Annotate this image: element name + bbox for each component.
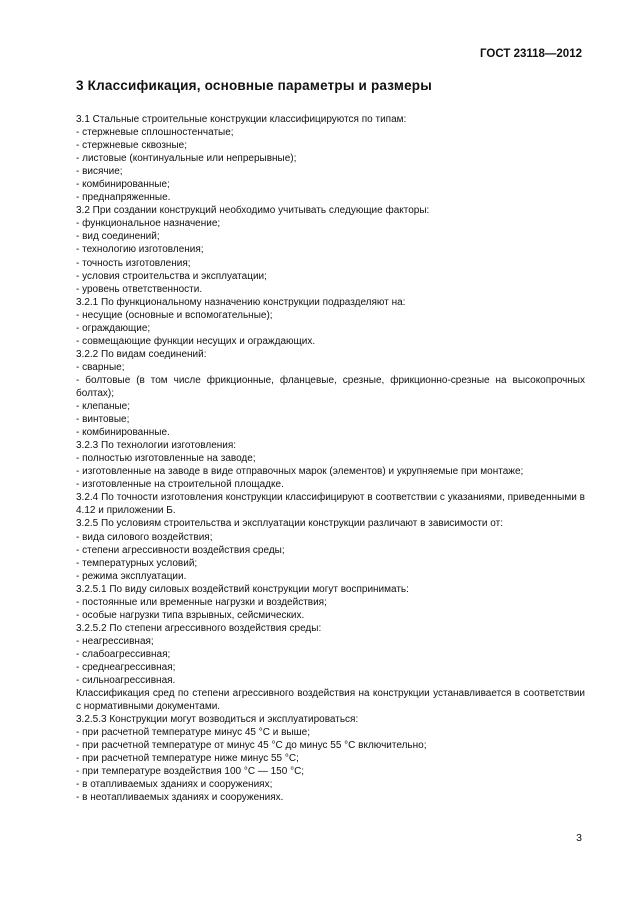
list-item: - при расчетной температуре от минус 45 °С до минус 55 °С включительно;: [76, 740, 427, 752]
list-item: - точность изготовления;: [76, 257, 191, 269]
list-item: - в отапливаемых зданиях и сооружениях;: [76, 779, 273, 791]
list-item: - винтовые;: [76, 414, 130, 426]
paragraph-line: 3.2.5.1 По виду силовых воздействий конструкции могут воспринимать:: [76, 583, 409, 595]
list-item: - неагрессивная;: [76, 635, 154, 647]
list-item: - постоянные или временные нагрузки и воздействия;: [76, 596, 327, 608]
list-item: - сильноагрессивная.: [76, 675, 176, 687]
list-item: - листовые (континуальные или непрерывные);: [76, 153, 297, 165]
list-item: - температурных условий;: [76, 557, 198, 569]
list-item: - вида силового воздействия;: [76, 531, 213, 543]
list-item: - условия строительства и эксплуатации;: [76, 270, 267, 282]
list-item: - полностью изготовленные на заводе;: [76, 453, 256, 465]
list-item: - слабоагрессивная;: [76, 648, 171, 660]
list-item: - при температуре воздействия 100 °С — 150 °С;: [76, 766, 305, 778]
paragraph-line: 3.2.5.2 По степени агрессивного воздействия среды:: [76, 622, 322, 634]
list-item: - в неотапливаемых зданиях и сооружениях.: [76, 792, 284, 804]
list-item: - стержневые сплошностенчатые;: [76, 127, 234, 139]
list-item: - ограждающие;: [76, 322, 151, 334]
paragraph-line: 3.2.1 По функциональному назначению конструкции подразделяют на:: [76, 296, 406, 308]
paragraph-line: 3.2.5 По условиям строительства и эксплуатации конструкции различают в зависимости от:: [76, 518, 503, 530]
list-item: - при расчетной температуре ниже минус 55 °С;: [76, 753, 299, 765]
list-item: - болтовые (в том числе фрикционные, фланцевые, срезные, фрикционно-срезные на высокопрочных болтах);: [76, 374, 585, 399]
list-item: - стержневые сквозные;: [76, 140, 187, 152]
list-item: - технологию изготовления;: [76, 244, 204, 256]
list-item: - функциональное назначение;: [76, 218, 221, 230]
list-item: - преднапряженные.: [76, 192, 171, 204]
list-item: - клепаные;: [76, 401, 131, 413]
list-item: - особые нагрузки типа взрывных, сейсмических.: [76, 609, 305, 621]
list-item: - комбинированные.: [76, 427, 170, 439]
list-item: - комбинированные;: [76, 179, 170, 191]
document-header: ГОСТ 23118—2012: [480, 48, 582, 60]
list-item: - при расчетной температуре минус 45 °С и выше;: [76, 727, 310, 739]
paragraph-line: 3.2.4 По точности изготовления конструкции классифицируют в соответствии с указаниями, приведенными в 4.12 и приложении Б.: [76, 492, 585, 517]
paragraph-line: Классификация сред по степени агрессивного воздействия на конструкции устанавливается в соответствии с нормативными документами.: [76, 688, 585, 713]
list-item: - совмещающие функции несущих и ограждающих.: [76, 335, 316, 347]
paragraph-line: 3.2.5.3 Конструкции могут возводиться и эксплуатироваться:: [76, 714, 359, 726]
list-item: - степени агрессивности воздействия среды;: [76, 544, 285, 556]
section-title: 3 Классификация, основные параметры и размеры: [76, 78, 432, 93]
list-item: - режима эксплуатации.: [76, 570, 187, 582]
list-item: - среднеагрессивная;: [76, 661, 176, 673]
list-item: - вид соединений;: [76, 231, 160, 243]
paragraph-line: 3.2 При создании конструкций необходимо учитывать следующие факторы:: [76, 205, 430, 217]
list-item: - изготовленные на заводе в виде отправочных марок (элементов) и укрупняемые при монтаже;: [76, 466, 524, 478]
page-number: 3: [576, 832, 582, 844]
list-item: - несущие (основные и вспомогательные);: [76, 309, 273, 321]
list-item: - уровень ответственности.: [76, 283, 203, 295]
paragraph-line: 3.2.3 По технологии изготовления:: [76, 440, 237, 452]
section-body: [61, 113, 585, 804]
list-item: - изготовленные на строительной площадке.: [76, 479, 284, 491]
list-item: - сварные;: [76, 361, 125, 373]
paragraph-line: 3.1 Стальные строительные конструкции классифицируются по типам:: [76, 114, 407, 125]
list-item: - висячие;: [76, 166, 123, 178]
paragraph-line: 3.2.2 По видам соединений:: [76, 348, 207, 360]
